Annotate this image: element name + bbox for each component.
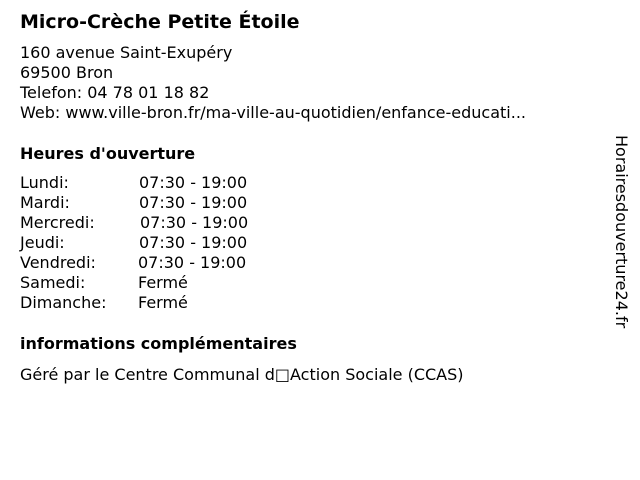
day-label: Mardi: (20, 193, 70, 212)
hours-value: Fermé (138, 293, 188, 312)
business-title: Micro-Crèche Petite Étoile (20, 11, 300, 33)
day-label: Samedi: (20, 273, 86, 292)
city-address: 69500 Bron (20, 63, 114, 82)
site-watermark: Horairesdouverture24.fr (612, 135, 631, 329)
day-label: Jeudi: (20, 233, 65, 252)
phone-number: Telefon: 04 78 01 18 82 (20, 83, 210, 102)
address-block (20, 43, 526, 123)
info-heading: informations complémentaires (20, 334, 297, 353)
day-label: Lundi: (20, 173, 69, 192)
website-link[interactable]: Web: www.ville-bron.fr/ma-ville-au-quotidien/enfance-educati... (20, 103, 527, 122)
info-text: Géré par le Centre Communal d□Action Sociale (CCAS) (20, 365, 464, 384)
hours-value: 07:30 - 19:00 (139, 173, 248, 192)
hours-value: 07:30 - 19:00 (140, 213, 249, 232)
hours-value: 07:30 - 19:00 (139, 233, 248, 252)
hours-value: 07:30 - 19:00 (138, 253, 247, 272)
day-label: Vendredi: (20, 253, 96, 272)
hours-heading: Heures d'ouverture (20, 144, 196, 163)
hours-value: Fermé (138, 273, 188, 292)
street-address: 160 avenue Saint-Exupéry (20, 43, 233, 62)
day-label: Dimanche: (20, 293, 107, 312)
hours-value: 07:30 - 19:00 (139, 193, 248, 212)
day-label: Mercredi: (20, 213, 95, 232)
